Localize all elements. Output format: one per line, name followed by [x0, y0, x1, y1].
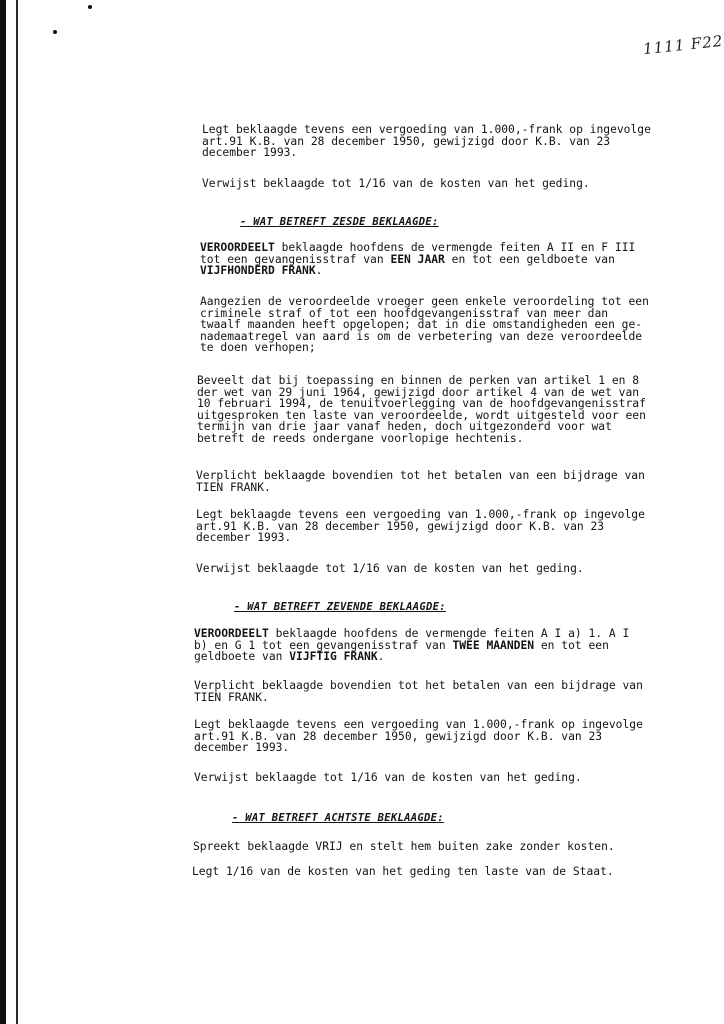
paragraph-vergoeding-3: Legt beklaagde tevens een vergoeding van 1.000,-frank op ingevolge art.91 K.B. van 28 december 1950, gewijzigd door K.B. van 23 december 1993. [194, 718, 643, 755]
paragraph-veroordeelt-zevende: VEROORDEELT beklaagde hoofdens de vermengde feiten A I a) 1. A I b) en G 1 tot een gevangenisstraf van TWEE MAANDEN en tot een geldboete van VIJFTIG FRANK. [194, 627, 630, 664]
paragraph-kosten-staat: Legt 1/16 van de kosten van het geding ten laste van de Staat. [192, 865, 614, 878]
paragraph-vergoeding-1: Legt beklaagde tevens een vergoeding van 1.000,-frank op ingevolge art.91 K.B. van 28 december 1950, gewijzigd door K.B. van 23 december 1993. [202, 123, 651, 160]
paragraph-beveelt: Beveelt dat bij toepassing en binnen de perken van artikel 1 en 8 der wet van 29 juni 1964, gewijzigd door artikel 4 van de wet van 10 februari 1994, de tenuitvoerlegging van de hoofdgevangenisstraf uitgesproken ten laste van veroordeelde, wordt uitgesteld voor een termijn van drie jaar vanaf heden, doch uitgezonderd voor wat betreft de reeds ondergane voorlopige hechtenis. [197, 374, 646, 445]
paragraph-aangezien: Aangezien de veroordeelde vroeger geen enkele veroordeling tot een criminele straf of tot een hoofdgevangenisstraf van meer dan twaalf maanden heeft opgelopen; dat in die omstandigheden een ge- nademaatregel van aard is om de verbetering van deze veroordeelde te doen verhopen; [200, 295, 649, 355]
paragraph-kosten-2: Verwijst beklaagde tot 1/16 van de kosten van het geding. [196, 562, 584, 575]
paragraph-bijdrage-1: Verplicht beklaagde bovendien tot het betalen van een bijdrage van TIEN FRANK. [196, 469, 645, 494]
paragraph-vrijspraak: Spreekt beklaagde VRIJ en stelt hem buiten zake zonder kosten. [193, 840, 615, 853]
handwritten-page-number: 1111 F22 [642, 31, 724, 59]
paragraph-kosten-1: Verwijst beklaagde tot 1/16 van de kosten van het geding. [202, 177, 590, 190]
heading-achtste-beklaagde: - WAT BETREFT ACHTSTE BEKLAAGDE: [232, 812, 444, 824]
paragraph-kosten-3: Verwijst beklaagde tot 1/16 van de kosten van het geding. [194, 771, 582, 784]
paragraph-bijdrage-2: Verplicht beklaagde bovendien tot het betalen van een bijdrage van TIEN FRANK. [194, 679, 643, 704]
heading-zevende-beklaagde: - WAT BETREFT ZEVENDE BEKLAAGDE: [234, 601, 446, 613]
paragraph-vergoeding-2: Legt beklaagde tevens een vergoeding van 1.000,-frank op ingevolge art.91 K.B. van 28 december 1950, gewijzigd door K.B. van 23 december 1993. [196, 508, 645, 545]
heading-zesde-beklaagde: - WAT BETREFT ZESDE BEKLAAGDE: [240, 216, 439, 228]
paragraph-veroordeelt-zesde: VEROORDEELT beklaagde hoofdens de vermengde feiten A II en F III tot een gevangenisstraf van EEN JAAR en tot een geldboete van VIJFHONDERD FRANK. [200, 241, 636, 278]
